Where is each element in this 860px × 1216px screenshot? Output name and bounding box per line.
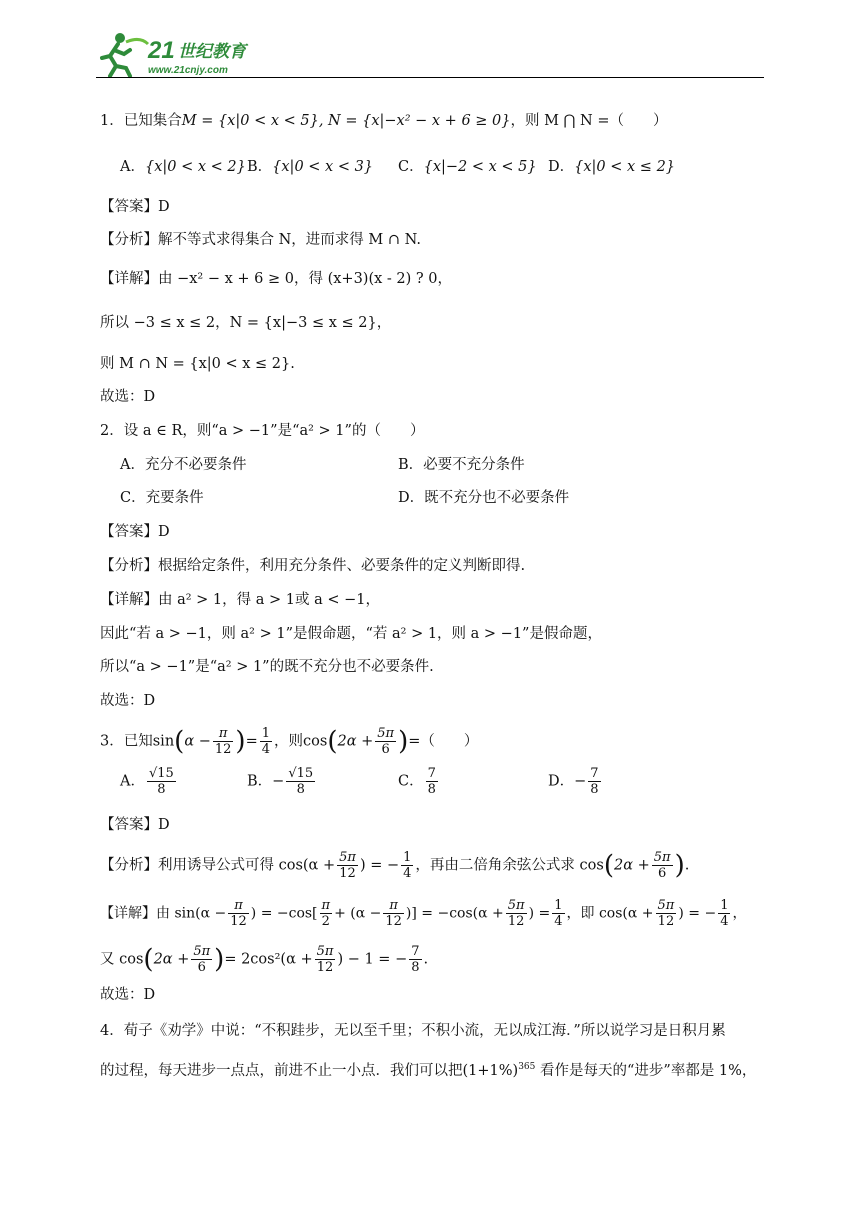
q1-detail-line-2: 所以 −3 ≤ x ≤ 2，N = {x|−3 ≤ x ≤ 2}， — [100, 315, 392, 331]
q3-stem-frac-5pi-6: $\frac{5\pi}{6}$ — [377, 726, 395, 757]
q3-analysis: 【分析】利用诱导公式可得 cos(α + $\frac{5\pi}{12}$ ) = − $\frac{1}{4}$ ，再由二倍角余弦公式求 cos(2α + $\frac{5\pi}{6}$ ). — [100, 850, 690, 881]
q1-detail-line-1: 【详解】由 −x² − x + 6 ≥ 0，得 (x+3)(x - 2) ? 0， — [100, 271, 453, 287]
svg-text:世纪教育: 世纪教育 — [178, 42, 246, 62]
q2-answer: 【答案】D — [100, 524, 170, 540]
q1-stem-math: M = {x|0 < x < 5}, N = {x|−x² − x + 6 ≥ 0} — [181, 113, 511, 129]
q1-choose: 故选：D — [100, 389, 156, 405]
q1-option-b: B．{x|0 < x < 3} — [247, 159, 374, 175]
q2-detail-line-3: 所以“a > −1”是“a² > 1”的既不充分也不必要条件. — [100, 659, 434, 675]
q2-option-a: A．充分不必要条件 — [120, 457, 247, 473]
q4-line-1: 4．荀子《劝学》中说：“不积跬步，无以至千里；不积小流，无以成江海．”所以说学习是日积月累 — [100, 1023, 726, 1039]
q2-option-b: B．必要不充分条件 — [398, 457, 525, 473]
q1-analysis: 【分析】解不等式求得集合 N，进而求得 M ∩ N. — [100, 232, 421, 248]
q3-option-d: D．− $\frac{7}{8}$ — [548, 766, 599, 797]
q3-option-b: B．− $\frac{√15}{8}$ — [247, 766, 314, 797]
q1-option-a: A．{x|0 < x < 2} — [120, 159, 246, 175]
q3-option-a: A． $\frac{√15}{8}$ — [120, 766, 174, 797]
q3-stem-frac-1-4: $\frac{1}{4}$ — [261, 726, 271, 757]
q4-line-2: 的过程，每天进步一点点，前进不止一小点．我们可以把$(1+1\%)^{365}$ 看作是每天的“进步”率都是 1%， — [100, 1062, 757, 1079]
svg-text:21: 21 — [148, 37, 175, 64]
q1-stem — [100, 110, 668, 132]
q1-stem-prefix: 已知集合 — [123, 113, 182, 129]
q3-option-c: C． $\frac{7}{8}$ — [398, 766, 436, 797]
q1-answer: 【答案】D — [100, 199, 170, 215]
page-header — [0, 0, 860, 82]
q1-number: 1． — [100, 113, 124, 129]
q1-detail-line-3: 则 M ∩ N = {x|0 < x ≤ 2}. — [100, 356, 295, 372]
q3-stem-frac-pi-12: $\frac{\pi}{12}$ — [214, 726, 232, 757]
q2-detail-line-1: 【详解】由 a² > 1，得 a > 1或 a < −1， — [100, 592, 381, 608]
q3-choose: 故选：D — [100, 987, 156, 1003]
q2-choose: 故选：D — [100, 693, 156, 709]
q1-option-c: C．{x|−2 < x < 5} — [398, 159, 537, 175]
q2-option-c: C．充要条件 — [120, 490, 204, 506]
q3-answer: 【答案】D — [100, 817, 170, 833]
q1-stem-suffix: ，则 M ⋂ N =（ ） — [510, 113, 668, 129]
q3-detail-line-2: 又 cos(2α + $\frac{5\pi}{6}$ )= 2cos²(α + $\frac{5\pi}{12}$ ) − 1 = − $\frac{7}{8}$ . — [100, 944, 429, 975]
header-divider — [96, 77, 764, 78]
q3-stem: 3．已知sin(α − $\frac{\pi}{12}$ )= $\frac{1}{4}$ ，则cos(2α + $\frac{5\pi}{6}$ )=（ ） — [100, 726, 479, 757]
q3-detail-line-1: 【详解】由 sin(α − $\frac{\pi}{12}$ ) = −cos[ $\frac{\pi}{2}$ + (α − $\frac{\pi}{12}$ )] = −cos(α + $\frac{5\pi}{12}$ ) = $\frac{1}{4}$ ，即 cos(α + $\frac{5\pi}{12}$ ) = − $\frac{1}{4}$ ， — [100, 898, 747, 929]
q2-detail-line-2: 因此“若 a > −1，则 a² > 1”是假命题，“若 a² > 1，则 a > −1”是假命题， — [100, 626, 602, 642]
q1-option-d: D．{x|0 < x ≤ 2} — [548, 159, 676, 175]
q2-stem: 2．设 a ∈ R，则“a > −1”是“a² > 1”的（ ） — [100, 423, 425, 439]
svg-text:www.21cnjy.com: www.21cnjy.com — [148, 65, 228, 76]
q2-analysis: 【分析】根据给定条件，利用充分条件、必要条件的定义判断即得. — [100, 558, 526, 574]
site-logo — [96, 28, 276, 80]
q2-option-d: D．既不充分也不必要条件 — [398, 490, 570, 506]
